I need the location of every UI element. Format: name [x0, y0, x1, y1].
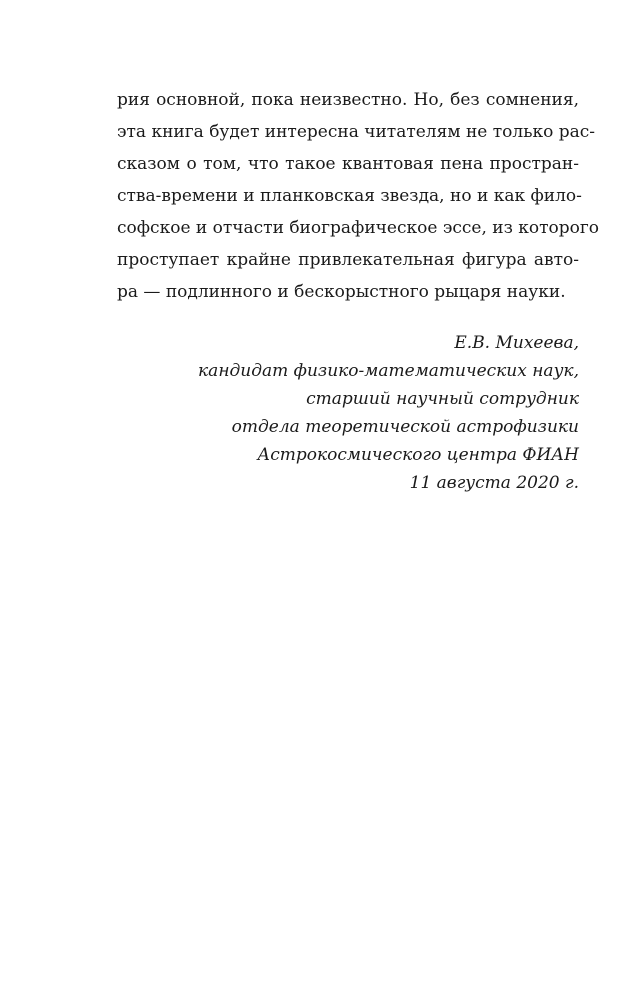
paragraph-line: ства-времени и планковская звезда, но и как фило-	[117, 186, 582, 206]
signature-position: старший научный сотрудник	[306, 389, 579, 409]
signature-degree: кандидат физико-математических наук,	[198, 361, 579, 381]
signature-date: 11 августа 2020 г.	[409, 473, 579, 493]
paragraph-line: сказом о том, что такое квантовая пена простран-	[117, 154, 579, 174]
paragraph-line: рия основной, пока неизвестно. Но, без сомнения,	[117, 90, 579, 110]
author-signature	[117, 329, 579, 497]
paragraph-line: ра — подлинного и бескорыстного рыцаря науки.	[117, 282, 566, 302]
paragraph-line: проступает крайне привлекательная фигура авто-	[117, 250, 579, 270]
paragraph-line: софское и отчасти биографическое эссе, из которого	[117, 218, 600, 238]
signature-name: Е.В. Михеева,	[454, 333, 579, 353]
body-paragraph	[117, 84, 600, 308]
signature-center: Астрокосмического центра ФИАН	[257, 445, 579, 465]
book-page	[117, 84, 600, 497]
signature-department: отдела теоретической астрофизики	[231, 417, 579, 437]
paragraph-line: эта книга будет интересна читателям не только рас-	[117, 122, 595, 142]
